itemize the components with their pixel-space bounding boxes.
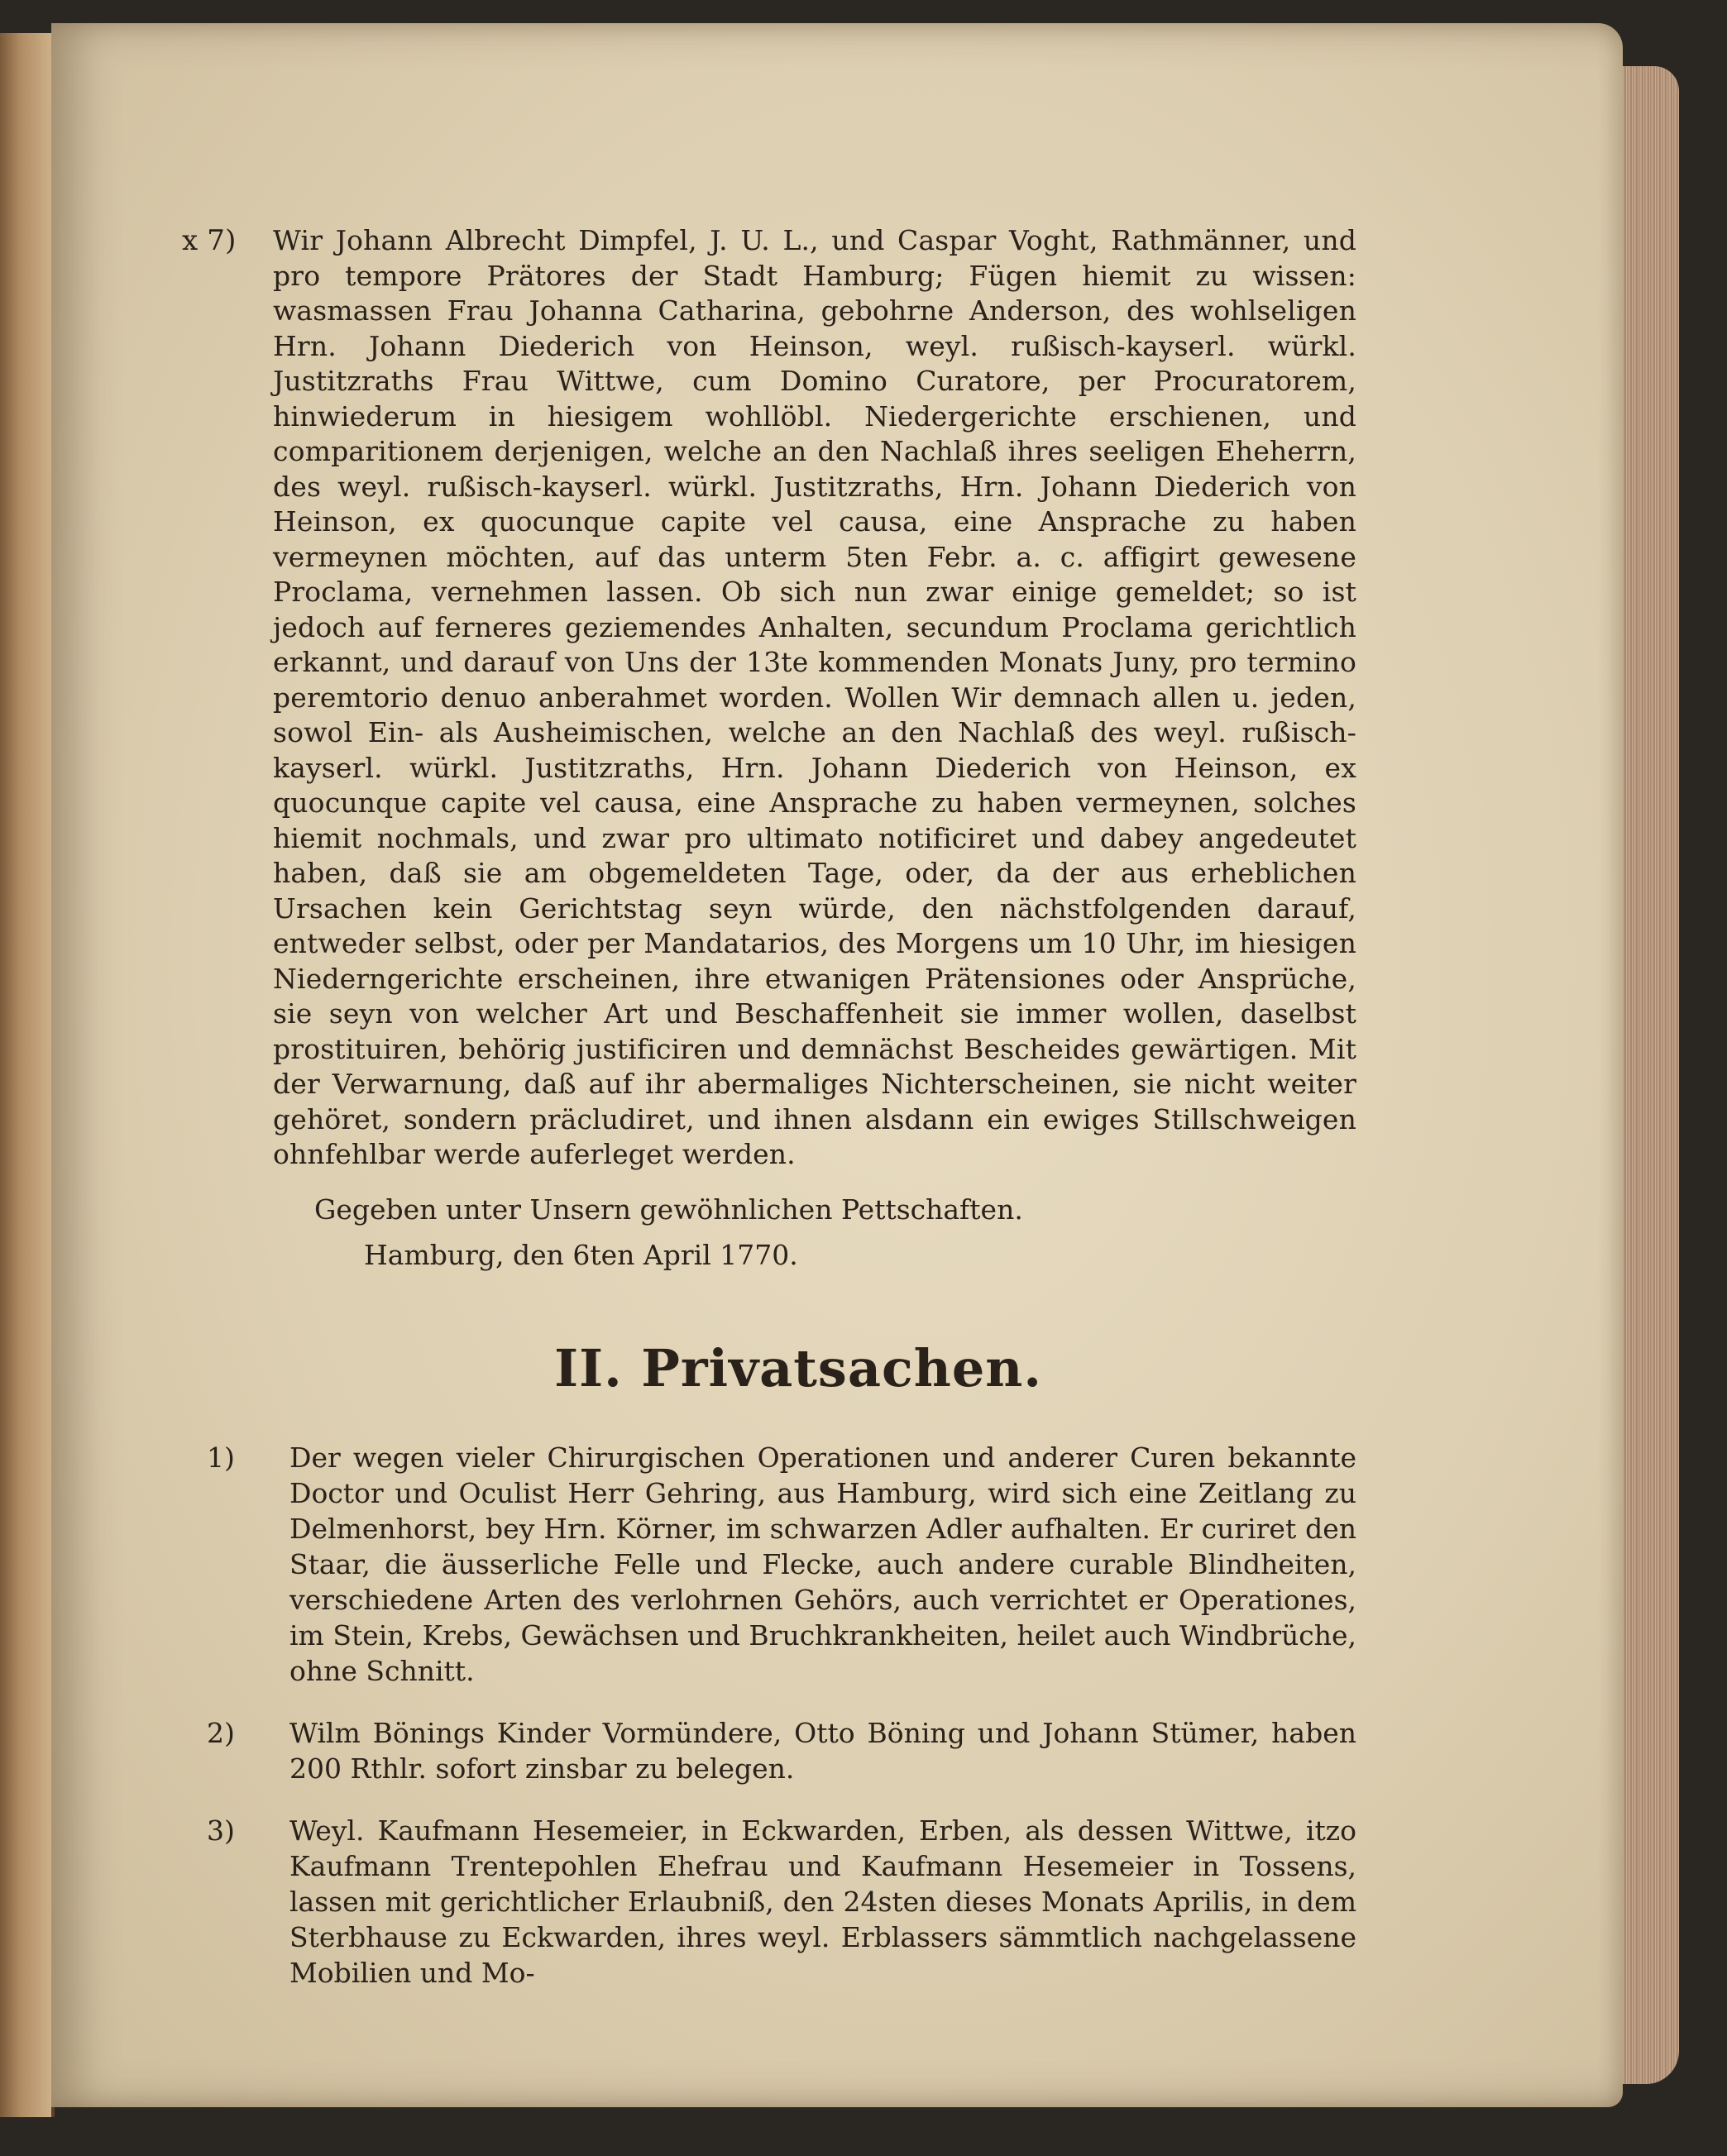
- item-text: Der wegen vieler Chirurgischen Operationen und anderer Curen bekannte Doctor und Oculist Herr Gehring, aus Hamburg, wird sich eine Zeitlang zu Delmenhorst, bey Hrn. Körner, im schwarzen Adler aufhalten. Er curiret den Staar, die äusserliche Felle und Flecke, auch andere curable Blindheiten, verschiedene Arten des verlohrnen Gehörs, auch verrichtet er Operationes, im Stein, Krebs, Gewächsen und Bruchkrankheiten, heilet auch Windbrüche, ohne Schnitt.: [289, 1441, 1356, 1687]
- item-number: 1): [207, 1441, 235, 1474]
- page-content: [182, 223, 1356, 2017]
- announcement-given: Gegeben unter Unsern gewöhnlichen Pettschaften.: [314, 1193, 1023, 1226]
- announcement-date: Hamburg, den 6ten April 1770.: [364, 1238, 798, 1271]
- announcement: [182, 223, 1356, 1173]
- announcement-text: Wir Johann Albrecht Dimpfel, J. U. L., und Caspar Voght, Rathmänner, und pro tempore Prätores der Stadt Hamburg; Fügen hiemit zu wissen: wasmassen Frau Johanna Catharina, gebohrne Anderson, des wohlseligen Hrn. Johann Diederich von Heinson, weyl. rußisch-kayserl. würkl. Justitzraths Frau Wittwe, cum Domino Curatore, per Procuratorem, hinwiederum in hiesigem wohllöbl. Niedergerichte erschienen, und comparitionem derjenigen, welche an den Nachlaß ihres seeligen Eheherrn, des weyl. rußisch-kayserl. würkl. Justitzraths, Hrn. Johann Diederich von Heinson, ex quocunque capite vel causa, eine Ansprache zu haben vermeynen möchten, auf das unterm 5ten Febr. a. c. affigirt gewesene Proclama, vernehmen lassen. Ob sich nun zwar einige gemeldet; so ist jedoch auf ferneres geziemendes Anhalten, secundum Proclama gerichtlich erkannt, und darauf von Uns der 13te kommenden Monats Juny, pro termino peremtorio denuo anberahmet worden. Wollen Wir demnach allen u. jeden, sowol Ein- als Ausheimischen, welche an den Nachlaß des weyl. rußisch-kayserl. würkl. Justitzraths, Hrn. Johann Diederich von Heinson, ex quocunque capite vel causa, eine Ansprache zu haben vermeynen, solches hiemit nochmals, und zwar pro ultimato notificiret und dabey angedeutet haben, daß sie am obgemeldeten Tage, oder, da der aus erheblichen Ursachen kein Gerichtstag seyn würde, den nächstfolgenden darauf, entweder selbst, oder per Mandatarios, des Morgens um 10 Uhr, im hiesigen Niederngerichte erscheinen, ihre etwanigen Prätensiones oder Ansprüche, sie seyn von welcher Art und Beschaffenheit sie immer wollen, daselbst prostituiren, behörig justificiren und demnächst Bescheides gewärtigen. Mit der Verwarnung, daß auf ihr abermaliges Nichterscheinen, sie nicht weiter gehöret, sondern präcludiret, und ihnen alsdann ein ewiges Stillschweigen ohnfehlbar werde auferleget werden.: [273, 224, 1356, 1170]
- item-text: Wilm Bönings Kinder Vormündere, Otto Böning und Johann Stümer, haben 200 Rthlr. sofort zinsbar zu belegen.: [289, 1716, 1356, 1785]
- left-page-edge: [0, 33, 55, 2117]
- announcement-marker: x 7): [182, 224, 237, 257]
- item-number: 3): [207, 1814, 235, 1847]
- item-text: Weyl. Kaufmann Hesemeier, in Eckwarden, Erben, als dessen Wittwe, itzo Kaufmann Trentepohlen Ehefrau und Kaufmann Hesemeier in Tossens, lassen mit gerichtlicher Erlaubniß, den 24sten dieses Monats Aprilis, in dem Sterbhause zu Eckwarden, ihres weyl. Erblassers sämmtlich nachgelassene Mobilien und Mo-: [289, 1814, 1356, 1989]
- list-item: [207, 1715, 1356, 1786]
- section-title: II. Privatsachen.: [554, 1337, 1042, 1398]
- item-number: 2): [207, 1716, 235, 1749]
- list-item: [207, 1440, 1356, 1689]
- page-stack-edge: [1621, 66, 1679, 2084]
- list-item: [207, 1813, 1356, 1991]
